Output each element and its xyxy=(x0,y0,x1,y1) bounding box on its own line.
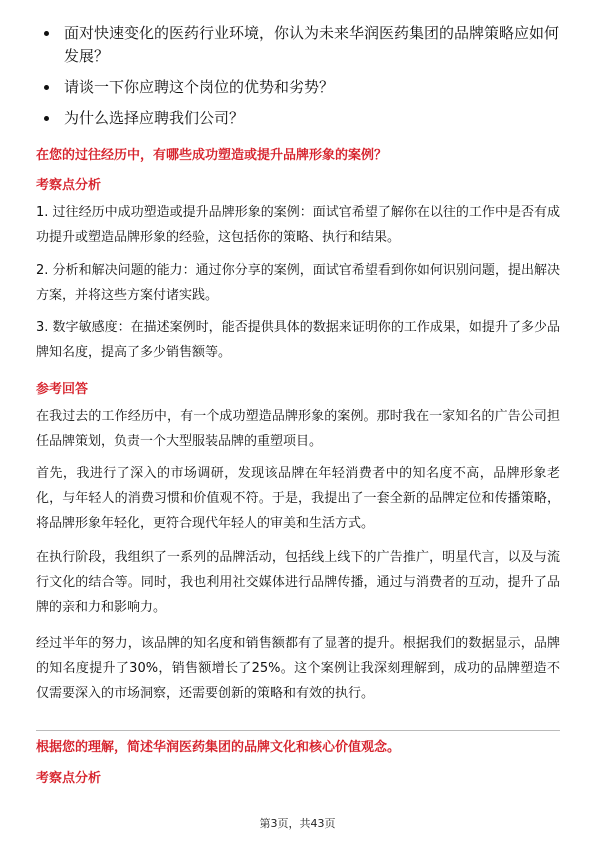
analysis-point: 1. 过往经历中成功塑造或提升品牌形象的案例：面试官希望了解你在以往的工作中是否有成功提升或塑造品牌形象的经验，这包括你的策略、执行和结果。 xyxy=(36,205,560,245)
question-list xyxy=(44,22,564,138)
section-question-heading: 在您的过往经历中，有哪些成功塑造或提升品牌形象的案例？ xyxy=(36,148,388,163)
list-item xyxy=(44,22,564,68)
section-divider xyxy=(36,730,560,731)
question-text: 请谈一下你应聘这个岗位的优势和劣势？ xyxy=(64,78,335,96)
list-item xyxy=(44,76,564,99)
answer-paragraph: 在执行阶段，我组织了一系列的品牌活动，包括线上线下的广告推广，明星代言，以及与流行文化的结合等。同时，我也利用社交媒体进行品牌传播，通过与消费者的互动，提升了品牌的亲和力和影响力。 xyxy=(36,550,560,615)
list-item xyxy=(44,107,564,130)
answer-paragraph: 在我过去的工作经历中，有一个成功塑造品牌形象的案例。那时我在一家知名的广告公司担任品牌策划，负责一个大型服装品牌的重塑项目。 xyxy=(36,409,560,449)
bullet-icon xyxy=(44,116,49,121)
section-question-heading: 根据您的理解，简述华润医药集团的品牌文化和核心价值观念。 xyxy=(36,740,401,755)
analysis-heading: 考察点分析 xyxy=(36,771,102,786)
analysis-point: 2. 分析和解决问题的能力：通过你分享的案例，面试官希望看到你如何识别问题，提出解决方案，并将这些方案付诸实践。 xyxy=(36,263,560,303)
question-text: 面对快速变化的医药行业环境，你认为未来华润医药集团的品牌策略应如何发展？ xyxy=(64,24,560,65)
analysis-heading: 考察点分析 xyxy=(36,178,102,193)
bullet-icon xyxy=(44,85,49,90)
page-number: 第3页，共43页 xyxy=(259,817,336,830)
analysis-point: 3. 数字敏感度：在描述案例时，能否提供具体的数据来证明你的工作成果，如提升了多少品牌知名度，提高了多少销售额等。 xyxy=(36,320,560,360)
bullet-icon xyxy=(44,31,49,36)
answer-heading: 参考回答 xyxy=(36,382,89,397)
question-text: 为什么选择应聘我们公司？ xyxy=(64,109,245,127)
answer-paragraph: 经过半年的努力，该品牌的知名度和销售额都有了显著的提升。根据我们的数据显示，品牌的知名度提升了30%，销售额增长了25%。这个案例让我深刻理解到，成功的品牌塑造不仅需要深入的市场洞察，还需要创新的策略和有效的执行。 xyxy=(36,636,560,701)
answer-paragraph: 首先，我进行了深入的市场调研，发现该品牌在年轻消费者中的知名度不高，品牌形象老化，与年轻人的消费习惯和价值观不符。于是，我提出了一套全新的品牌定位和传播策略，将品牌形象年轻化，更符合现代年轻人的审美和生活方式。 xyxy=(36,466,560,531)
